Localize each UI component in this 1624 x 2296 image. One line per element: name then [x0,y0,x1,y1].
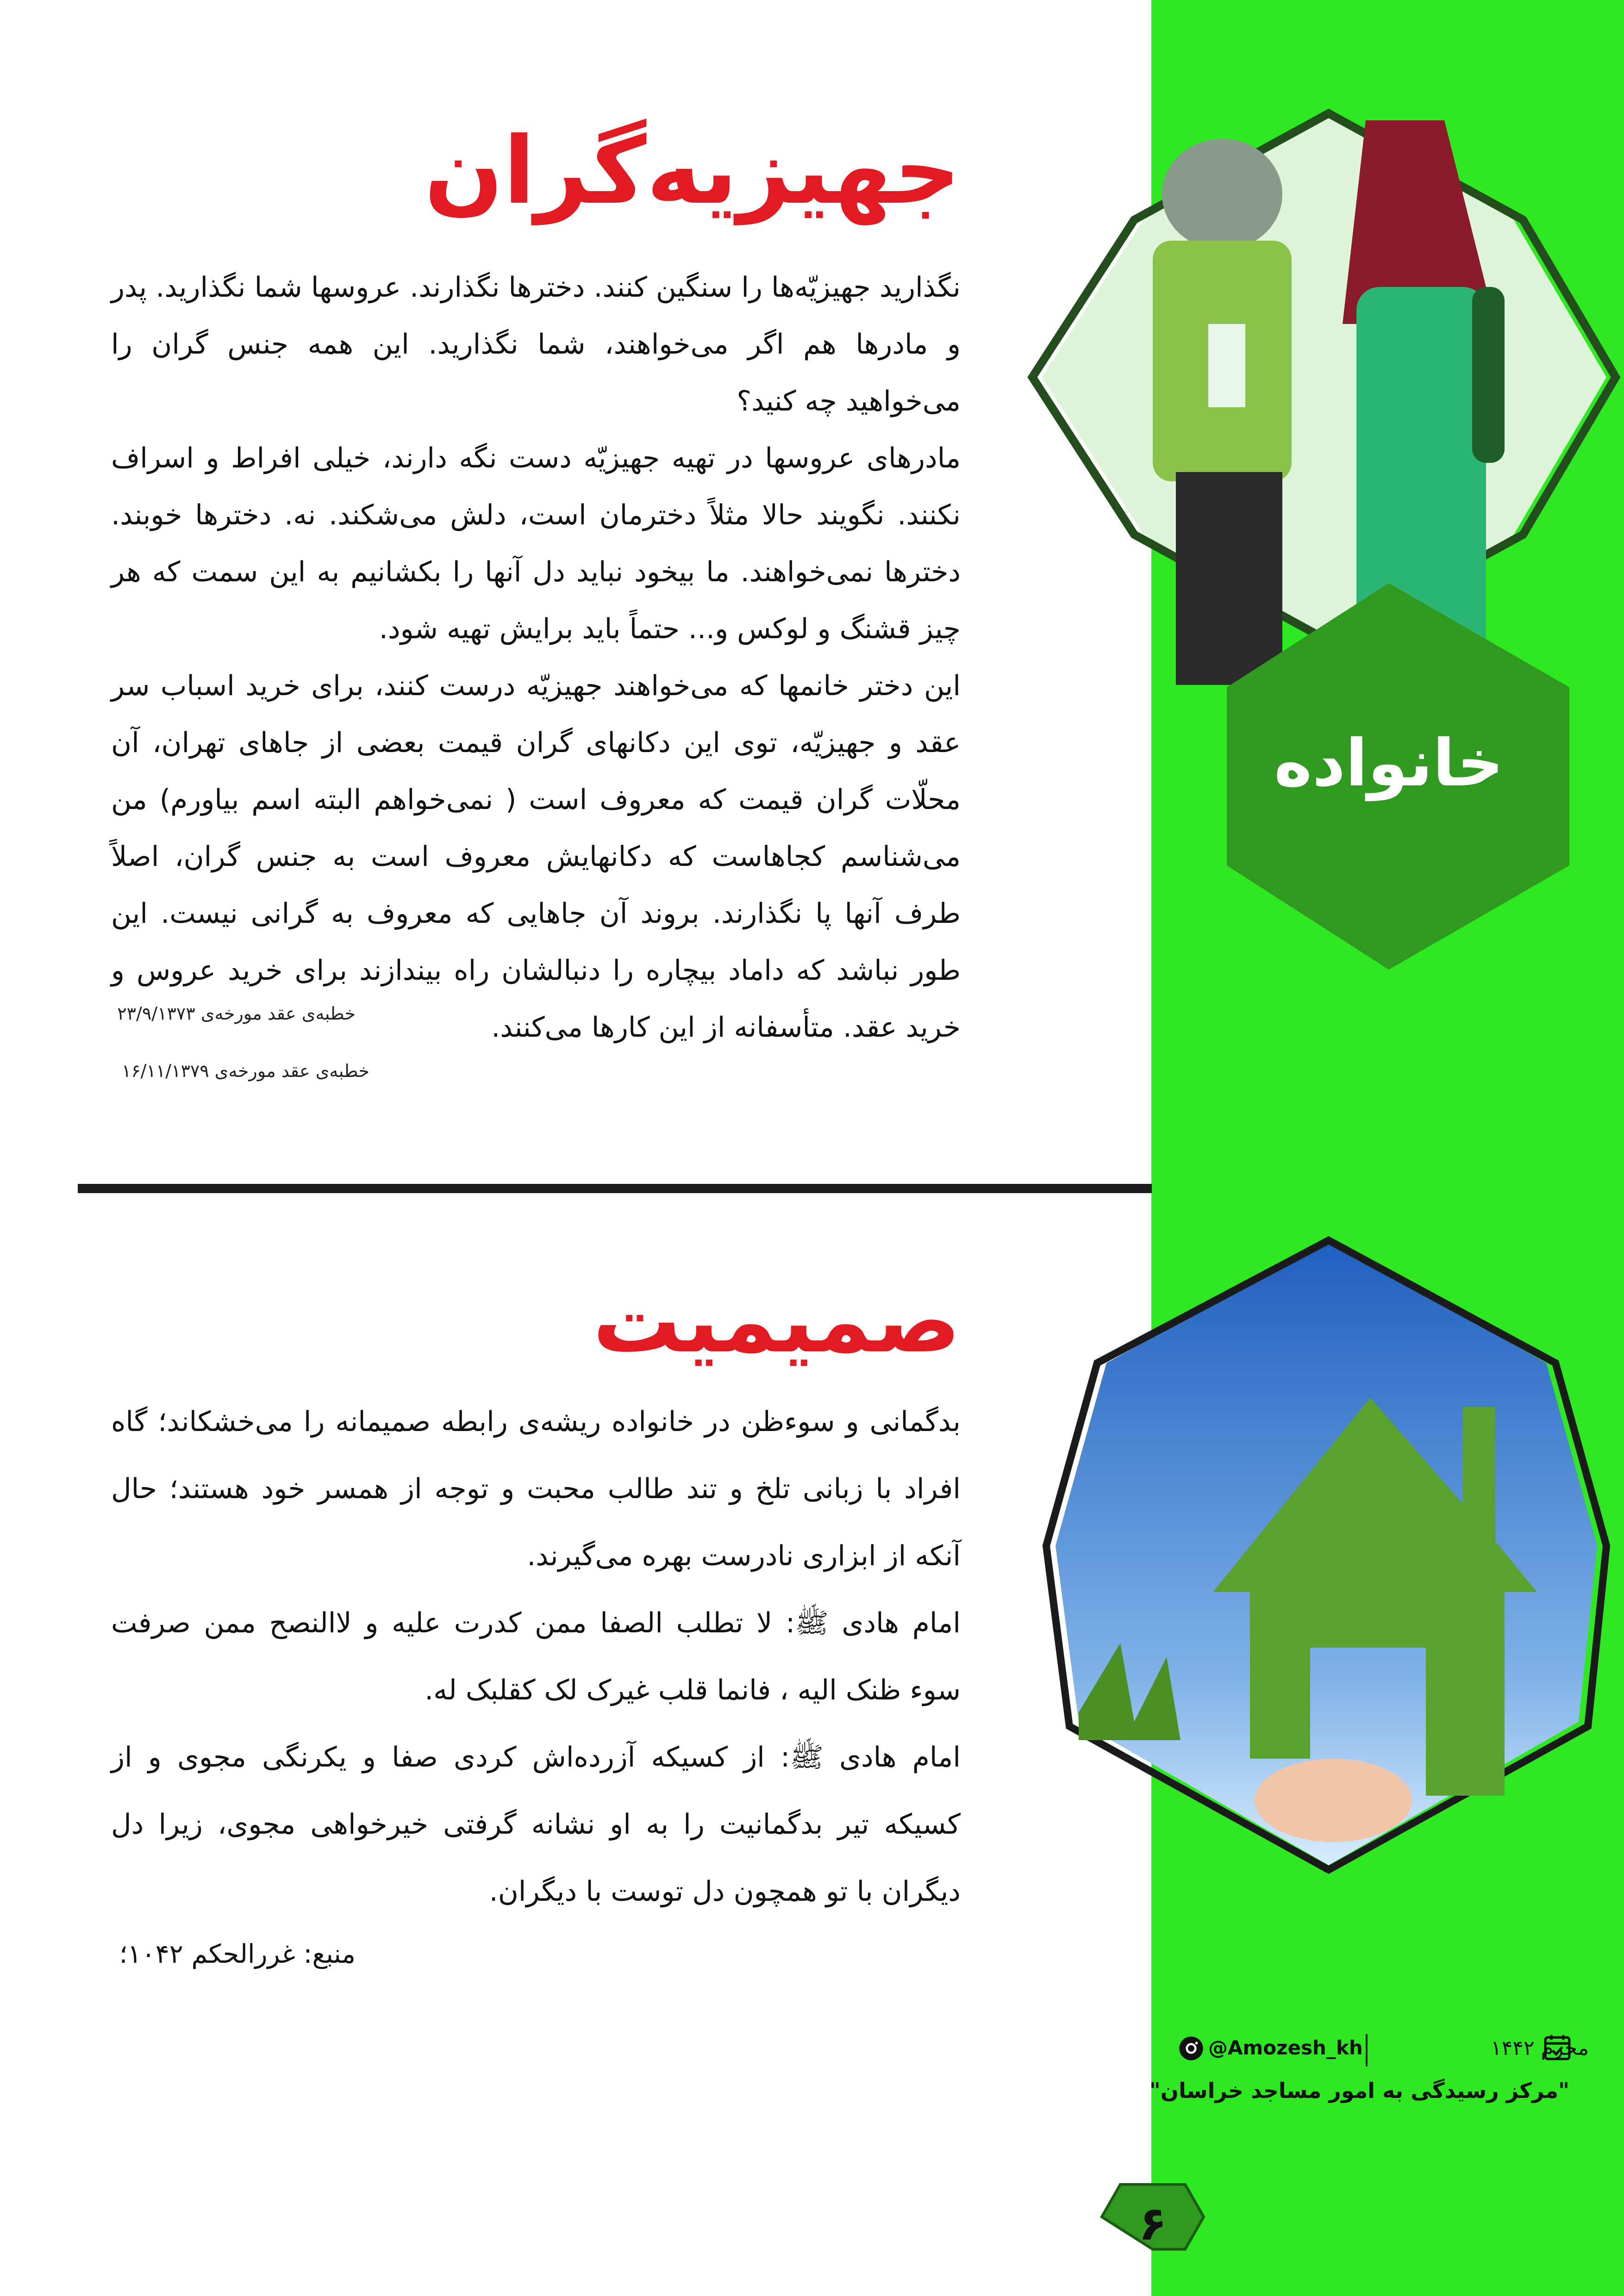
footer-handle[interactable]: @Amozesh_kh [1208,2036,1363,2059]
section-label: خانواده [1274,726,1504,801]
article1-citation: خطبه‌ی عقد مورخه‌ی ۱۶/۱۱/۱۳۷۹ [121,1061,369,1081]
article1-paragraph: نگذارید جهیزیّه‌ها را سنگین کنند. دخترها نگذارند. عروسها شما نگذارید. پدر و مادرها هم اگر می‌خواهند، شما نگذارید. این همه جنس گران را می‌خواهید چه کنید؟ [111,271,961,417]
page-number: ۶ [1138,2196,1167,2251]
article1-title: جهیزیه‌گران [424,117,961,225]
couple-illustration [1032,113,1616,685]
article2-paragraph: امام هادی ﷺ: از کسیکه آزرده‌اش کردی صفا و یکرنگی مجوی و از کسیکه تیر بدگمانیت را به او نشانه گرفتی خیرخواهی مجوی، زیرا دل دیگران با تو همچون دل توست با دیگران. [111,1741,961,1908]
house-photo [1046,1240,1606,1870]
article1-paragraph: مادرهای عروسها در تهیه جهیزیّه دست نگه دارند، خیلی افراط و اسراف نکنند. نگویند حالا مثلاً دخترمان است، دلش می‌شکند. نه. دخترها خوبند. دخترها نمی‌خواهند. ما بیخود نباید دل آنها را بکشانیم به این سمت که هر چیز قشنگ و لوکس و... حتماً باید برایش تهیه شود. [111,442,961,645]
article2-source: منبع: غررالحکم ۱۰۴۲؛ [119,1939,356,1969]
article2-body [111,1388,961,1925]
article1-body [111,259,961,1056]
article2-paragraph: بدگمانی و سوءظن در خانواده ریشه‌ی رابطه صمیمانه را می‌خشکاند؛ گاه افراد با زبانی تلخ و تند طالب محبت و توجه از همسر خود هستند؛ حال آنکه از ابزاری نادرست بهره می‌گیرند. [111,1406,961,1572]
footer-divider [1366,2034,1368,2066]
article2-paragraph: امام هادی ﷺ: لا تطلب الصفا ممن کدرت علیه و لاالنصح ممن صرفت سوء ظنک الیه ، فانما قلب غیرک لک کقلبک له. [111,1607,961,1706]
footer-date: محرم ۱۴۴۲ [1491,2036,1589,2060]
footer-organization: "مرکز رسیدگی به امور مساجد خراسان" [1149,2078,1569,2103]
article2-title: صمیمیت [593,1270,961,1372]
section-divider [78,1184,1152,1193]
article1-citation: خطبه‌ی عقد مورخه‌ی ۲۳/۹/۱۳۷۳ [117,1003,356,1024]
instagram-icon[interactable] [1178,2035,1204,2061]
article1-paragraph: این دختر خانمها که می‌خواهند جهیزیّه درست کنند، برای خرید اسباب سر عقد و جهیزیّه، توی این دکانهای گران قیمت بعضی از جاهای تهران، آن محلّات گران قیمت که معروف است ( نمی‌خواهم البته اسم بیاورم) من می‌شناسم کجاهاست که دکانهایش معروف است به جنس گران، اصلاً طرف آنها پا نگذارند. بروند آن جاهایی که معروف به گرانی نیست. این طور نباشد که داماد بیچاره را دنبالشان راه بیندازند برای خرید عروس و خرید عقد. متأسفانه از این کارها می‌کنند. [111,670,961,1044]
